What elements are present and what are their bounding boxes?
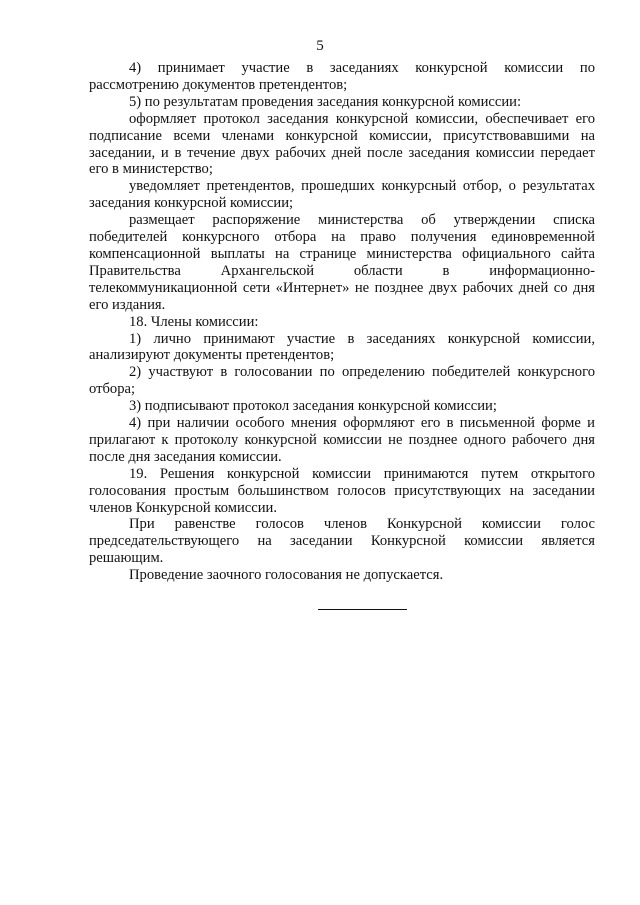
paragraph-members-4: 4) при наличии особого мнения оформляют его в письменной форме и прилагают к протоколу конкурсной комиссии не позднее одного рабочего дня после дня заседания комиссии. bbox=[89, 415, 595, 465]
paragraph-notify: уведомляет претендентов, прошедших конкурсный отбор, о результатах заседания конкурсной комиссии; bbox=[89, 178, 595, 212]
paragraph-members-3: 3) подписывают протокол заседания конкурсной комиссии; bbox=[129, 398, 497, 415]
paragraph-no-absentee-vote: Проведение заочного голосования не допускается. bbox=[129, 567, 444, 584]
paragraph-members-1: 1) лично принимают участие в заседаниях конкурсной комиссии, анализируют документы претендентов; bbox=[89, 330, 595, 364]
page-number: 5 bbox=[316, 38, 324, 54]
paragraph-5-results: 5) по результатам проведения заседания конкурсной комиссии: bbox=[129, 93, 522, 110]
paragraph-tie-vote: При равенстве голосов членов Конкурсной комиссии голос председательствующего на заседании Конкурсной комиссии является решающим. bbox=[89, 516, 595, 567]
paragraph-members-2: 2) участвуют в голосовании по определению победителей конкурсного отбора; bbox=[89, 364, 595, 398]
paragraph-18-members: 18. Члены комиссии: bbox=[129, 313, 259, 330]
paragraph-19-decisions: 19. Решения конкурсной комиссии принимаются путем открытого голосования простым большинством голосов присутствующих на заседании членов Конкурсной комиссии. bbox=[89, 465, 595, 516]
paragraph-4-participates: 4) принимает участие в заседаниях конкурсной комиссии по рассмотрению документов претендентов; bbox=[89, 60, 595, 93]
document-body bbox=[89, 60, 595, 584]
paragraph-protocol: оформляет протокол заседания конкурсной комиссии, обеспечивает его подписание всеми членами конкурсной комиссии, присутствовавшими на заседании, и в течение двух рабочих дней после заседания комиссии передает его в министерство; bbox=[89, 110, 595, 178]
end-separator-line bbox=[318, 609, 407, 610]
paragraph-publish: размещает распоряжение министерства об утверждении списка победителей конкурсного отбора на право получения единовременной компенсационной выплаты на странице министерства официального сайта Правительства Архангельской области в информационно-телекоммуникационной сети «Интернет» не позднее двух рабочих дней со дня его издания. bbox=[89, 212, 595, 313]
